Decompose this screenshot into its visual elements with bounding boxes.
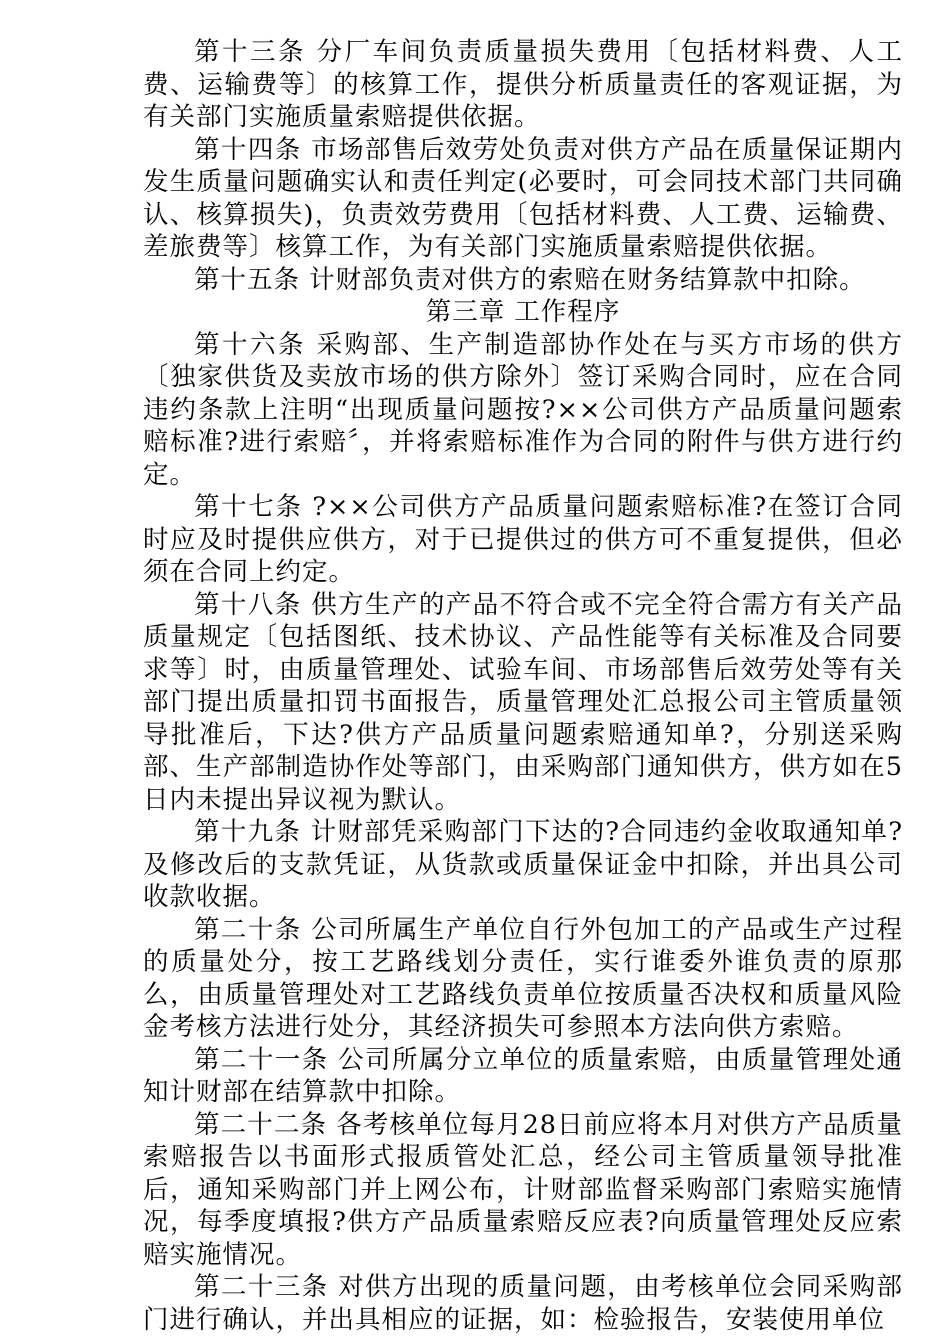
article-18: 第十八条 供方生产的产品不符合或不完全符合需方有关产品质量规定〔包括图纸、技术协议、产品性能等有关标准及合同要求等〕时，由质量管理处、试验车间、市场部售后效劳处等有关部门提出质量扣罚书面报告，质量管理处汇总报公司主管质量领导批准后，下达?供方产品质量问题索赔通知单?，分别送采购部、生产部制造协作处等部门，由采购部门通知供方，供方如在5日内未提出异议视为默认。: [143, 589, 903, 815]
article-22: 第二十二条 各考核单位每月28日前应将本月对供方产品质量索赔报告以书面形式报质管处汇总，经公司主管质量领导批准后，通知采购部门并上网公布，计财部监督采购部门索赔实施情况，每季度填报?供方产品质量索赔反应表?向质量管理处反应索赔实施情况。: [143, 1109, 903, 1270]
article-20: 第二十条 公司所属生产单位自行外包加工的产品或生产过程的质量处分，按工艺路线划分责任，实行谁委外谁负责的原那么，由质量管理处对工艺路线负责单位按质量否决权和质量风险金考核方法进行处分，其经济损失可参照本方法向供方索赔。: [143, 914, 903, 1042]
article-15: 第十五条 计财部负责对供方的索赔在财务结算款中扣除。: [194, 264, 866, 295]
article-23: 第二十三条 对供方出现的质量问题，由考核单位会同采购部门进行确认，并出具相应的证据，如：检验报告，安装使用单位: [143, 1272, 903, 1335]
chapter-title: 第三章 工作程序: [425, 297, 621, 327]
article-14: 第十四条 市场部售后效劳处负责对供方产品在质量保证期内发生质量问题确实认和责任判定(必要时，可会同技术部门共同确认、核算损失)，负责效劳费用〔包括材料费、人工费、运输费、差旅费等〕核算工作，为有关部门实施质量索赔提供依据。: [143, 134, 903, 262]
article-19: 第十九条 计财部凭采购部门下达的?合同违约金收取通知单?及修改后的支款凭证，从货款或质量保证金中扣除，并出具公司收款收据。: [143, 817, 903, 912]
document-body: [143, 36, 903, 1336]
article-21: 第二十一条 公司所属分立单位的质量索赔，由质量管理处通知计财部在结算款中扣除。: [143, 1044, 903, 1107]
article-13: 第十三条 分厂车间负责质量损失费用〔包括材料费、人工费、运输费等〕的核算工作，提供分析质量责任的客观证据，为有关部门实施质量索赔提供依据。: [143, 37, 903, 132]
article-16: 第十六条 采购部、生产制造部协作处在与买方市场的供方〔独家供货及卖放市场的供方除外〕签订采购合同时，应在合同违约条款上注明“出现质量问题按?××公司供方产品质量问题索赔标准?进行索赔〞，并将索赔标准作为合同的附件与供方进行约定。: [143, 329, 903, 490]
article-17: 第十七条 ?××公司供方产品质量问题索赔标准?在签订合同时应及时提供应供方，对于已提供过的供方可不重复提供，但必须在合同上约定。: [143, 492, 903, 587]
